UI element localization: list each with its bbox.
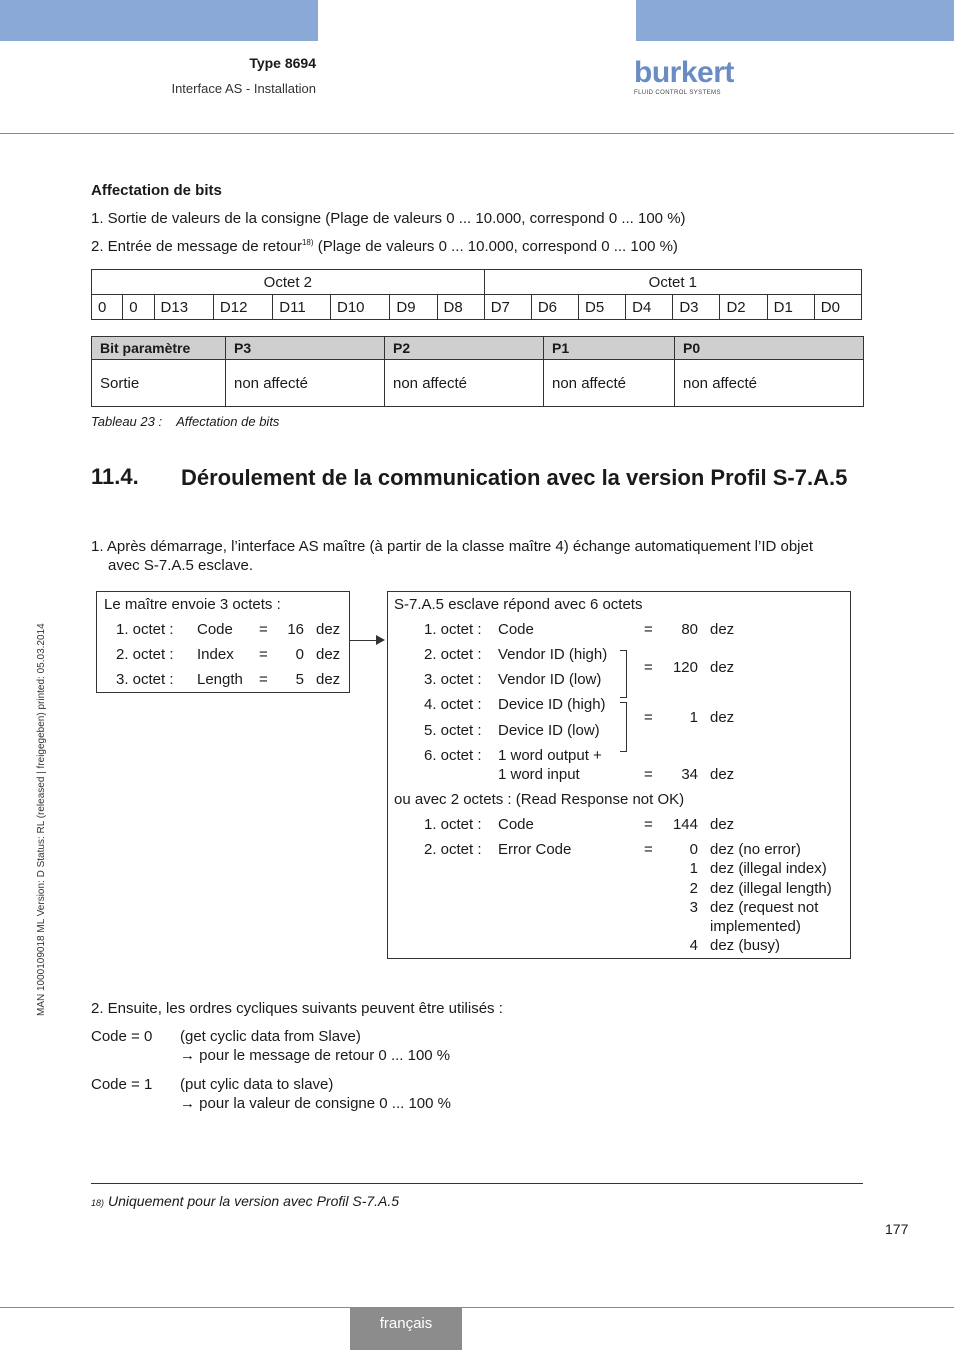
octet-2-header: Octet 2 bbox=[92, 270, 485, 295]
slave-response-box bbox=[387, 591, 851, 959]
slave-value: 34 bbox=[681, 766, 698, 783]
caption-text: Affectation de bits bbox=[176, 414, 280, 429]
master-value: 0 bbox=[295, 646, 304, 663]
slave-field-name: Code bbox=[498, 816, 534, 833]
slave-octet-label: 1. octet : bbox=[424, 621, 482, 638]
slave-unit: dez bbox=[710, 621, 735, 638]
footer-divider bbox=[0, 1307, 954, 1308]
param-cell: non affecté bbox=[226, 360, 385, 407]
header-band-right bbox=[636, 0, 954, 41]
bit-cell: D9 bbox=[390, 295, 437, 320]
bit-cell: D4 bbox=[626, 295, 673, 320]
error-code-text: dez (busy) bbox=[710, 937, 781, 954]
vendor-brace-icon bbox=[620, 650, 627, 698]
slave-field-name: Vendor ID (low) bbox=[498, 671, 602, 688]
slave-octet-label: 1. octet : bbox=[424, 816, 482, 833]
slave-octet-label: 6. octet : bbox=[424, 747, 482, 764]
master-box-title: Le maître envoie 3 octets : bbox=[104, 596, 281, 613]
bits-item-2 bbox=[91, 238, 678, 255]
code-0-purpose: → pour le message de retour 0 ... 100 % bbox=[180, 1047, 451, 1064]
slave-octet-label: 2. octet : bbox=[424, 646, 482, 663]
slave-equals: = bbox=[644, 816, 653, 833]
logo-word: burkert bbox=[634, 56, 734, 89]
error-code-text: dez (illegal length) bbox=[710, 880, 832, 897]
slave-field-name: 1 word output + bbox=[498, 747, 602, 764]
slave-value: 144 bbox=[672, 816, 698, 833]
master-equals: = bbox=[259, 621, 268, 638]
slave-unit: dez bbox=[710, 659, 735, 676]
bit-cell: D6 bbox=[531, 295, 578, 320]
slave-value: 120 bbox=[672, 659, 698, 676]
master-unit: dez bbox=[316, 646, 341, 663]
code-1-desc: (put cylic data to slave) bbox=[180, 1076, 334, 1093]
bit-cell: D8 bbox=[437, 295, 484, 320]
alt-response-title: ou avec 2 octets : (Read Response not OK) bbox=[394, 791, 685, 808]
section-number: 11.4. bbox=[91, 464, 139, 489]
step-1-line-1: 1. Après démarrage, l’interface AS maître (à partir de la classe maître 4) échange automatiquement l’ID objet bbox=[91, 538, 814, 555]
header-band-left bbox=[0, 0, 318, 41]
master-field-name: Index bbox=[197, 646, 234, 663]
octet-table bbox=[91, 269, 862, 320]
error-code-value: 4 bbox=[689, 937, 698, 954]
bits-item-2-text: 2. Entrée de message de retour bbox=[91, 238, 302, 255]
slave-octet-label: 5. octet : bbox=[424, 722, 482, 739]
code-1-label: Code = 1 bbox=[91, 1076, 153, 1093]
param-header: P1 bbox=[544, 337, 675, 360]
bit-cell: D2 bbox=[720, 295, 767, 320]
master-value: 5 bbox=[295, 671, 304, 688]
slave-box-title: S-7.A.5 esclave répond avec 6 octets bbox=[394, 596, 643, 613]
footnote-number: 18) bbox=[91, 1198, 105, 1208]
slave-equals: = bbox=[644, 709, 653, 726]
slave-field-name-2: 1 word input bbox=[498, 766, 580, 783]
footnote-ref[interactable]: 18) bbox=[301, 238, 314, 247]
slave-field-name: Device ID (low) bbox=[498, 722, 600, 739]
slave-octet-label: 2. octet : bbox=[424, 841, 482, 858]
error-code-value: 0 bbox=[689, 841, 698, 858]
slave-equals: = bbox=[644, 659, 653, 676]
slave-unit: dez bbox=[710, 709, 735, 726]
param-header: P0 bbox=[675, 337, 864, 360]
slave-equals: = bbox=[644, 841, 653, 858]
slave-field-name: Code bbox=[498, 621, 534, 638]
slave-unit: dez bbox=[710, 766, 735, 783]
step-1-line-2: avec S-7.A.5 esclave. bbox=[108, 557, 254, 574]
header-divider bbox=[0, 133, 954, 134]
master-equals: = bbox=[259, 646, 268, 663]
code-1-purpose: → pour la valeur de consigne 0 ... 100 % bbox=[180, 1095, 451, 1112]
language-tab[interactable]: français bbox=[350, 1308, 462, 1350]
section-title: Déroulement de la communication avec la version Profil S-7.A.5 bbox=[181, 465, 848, 490]
burkert-logo bbox=[634, 58, 734, 96]
footnote-text: Uniquement pour la version avec Profil S-7.A.5 bbox=[108, 1193, 400, 1209]
param-header: Bit paramètre bbox=[92, 337, 226, 360]
caption-label: Tableau 23 : bbox=[91, 414, 163, 429]
param-cell: non affecté bbox=[544, 360, 675, 407]
bit-cell: D12 bbox=[213, 295, 272, 320]
slave-value: 1 bbox=[689, 709, 698, 726]
slave-equals: = bbox=[644, 621, 653, 638]
bits-item-2-range: (Plage de valeurs 0 ... 10.000, correspond 0 ... 100 %) bbox=[313, 238, 678, 255]
param-header: P3 bbox=[226, 337, 385, 360]
error-code-value: 2 bbox=[689, 880, 698, 897]
table-caption bbox=[91, 414, 293, 429]
bit-cell: D7 bbox=[484, 295, 531, 320]
error-code-text: dez (request not bbox=[710, 899, 819, 916]
slave-unit: dez bbox=[710, 816, 735, 833]
master-value: 16 bbox=[287, 621, 304, 638]
bit-cell: D0 bbox=[814, 295, 861, 320]
master-octet-label: 1. octet : bbox=[116, 621, 174, 638]
slave-equals: = bbox=[644, 766, 653, 783]
logo-tagline: FLUID CONTROL SYSTEMS bbox=[634, 90, 721, 96]
flow-arrow-icon bbox=[376, 635, 385, 645]
step-2-intro: 2. Ensuite, les ordres cycliques suivants peuvent être utilisés : bbox=[91, 1000, 503, 1017]
error-code-value: 3 bbox=[689, 899, 698, 916]
param-cell: non affecté bbox=[675, 360, 864, 407]
param-cell: Sortie bbox=[92, 360, 226, 407]
bit-cell: 0 bbox=[123, 295, 154, 320]
bit-cell: D11 bbox=[273, 295, 331, 320]
octet-1-header: Octet 1 bbox=[484, 270, 861, 295]
footnote bbox=[91, 1193, 399, 1209]
slave-octet-label: 4. octet : bbox=[424, 696, 482, 713]
side-print-info: MAN 1000109018 ML Version: D Status: RL (released | freigegeben) printed: 05.03.2014 bbox=[36, 623, 47, 1016]
document-type: Type 8694 bbox=[249, 55, 316, 71]
slave-value: 80 bbox=[681, 621, 698, 638]
param-table bbox=[91, 336, 864, 407]
error-code-text: implemented) bbox=[710, 918, 801, 935]
code-0-desc: (get cyclic data from Slave) bbox=[180, 1028, 361, 1045]
bits-heading: Affectation de bits bbox=[91, 182, 222, 199]
master-field-name: Code bbox=[197, 621, 233, 638]
page-number: 177 bbox=[885, 1221, 909, 1237]
bits-item-1: 1. Sortie de valeurs de la consigne (Plage de valeurs 0 ... 10.000, correspond 0 ... 100 %) bbox=[91, 210, 686, 227]
bit-cell: D3 bbox=[673, 295, 720, 320]
master-octet-label: 2. octet : bbox=[116, 646, 174, 663]
device-brace-icon bbox=[620, 702, 627, 752]
error-code-value: 1 bbox=[689, 860, 698, 877]
master-request-box bbox=[96, 591, 350, 693]
bit-cell: D1 bbox=[767, 295, 814, 320]
master-octet-label: 3. octet : bbox=[116, 671, 174, 688]
bit-cell: D5 bbox=[579, 295, 626, 320]
code-0-label: Code = 0 bbox=[91, 1028, 153, 1045]
bit-cell: D13 bbox=[154, 295, 213, 320]
footnote-divider bbox=[91, 1183, 863, 1184]
error-code-text: dez (no error) bbox=[710, 841, 801, 858]
bit-cell: D10 bbox=[331, 295, 390, 320]
param-cell: non affecté bbox=[385, 360, 544, 407]
master-equals: = bbox=[259, 671, 268, 688]
slave-field-name: Device ID (high) bbox=[498, 696, 606, 713]
master-field-name: Length bbox=[197, 671, 243, 688]
master-unit: dez bbox=[316, 621, 341, 638]
master-unit: dez bbox=[316, 671, 341, 688]
slave-field-name: Error Code bbox=[498, 841, 572, 858]
slave-octet-label: 3. octet : bbox=[424, 671, 482, 688]
error-code-text: dez (illegal index) bbox=[710, 860, 827, 877]
bit-cell: 0 bbox=[92, 295, 123, 320]
slave-field-name: Vendor ID (high) bbox=[498, 646, 608, 663]
document-subtitle: Interface AS - Installation bbox=[171, 81, 316, 96]
param-header: P2 bbox=[385, 337, 544, 360]
step-1-text bbox=[91, 537, 851, 575]
